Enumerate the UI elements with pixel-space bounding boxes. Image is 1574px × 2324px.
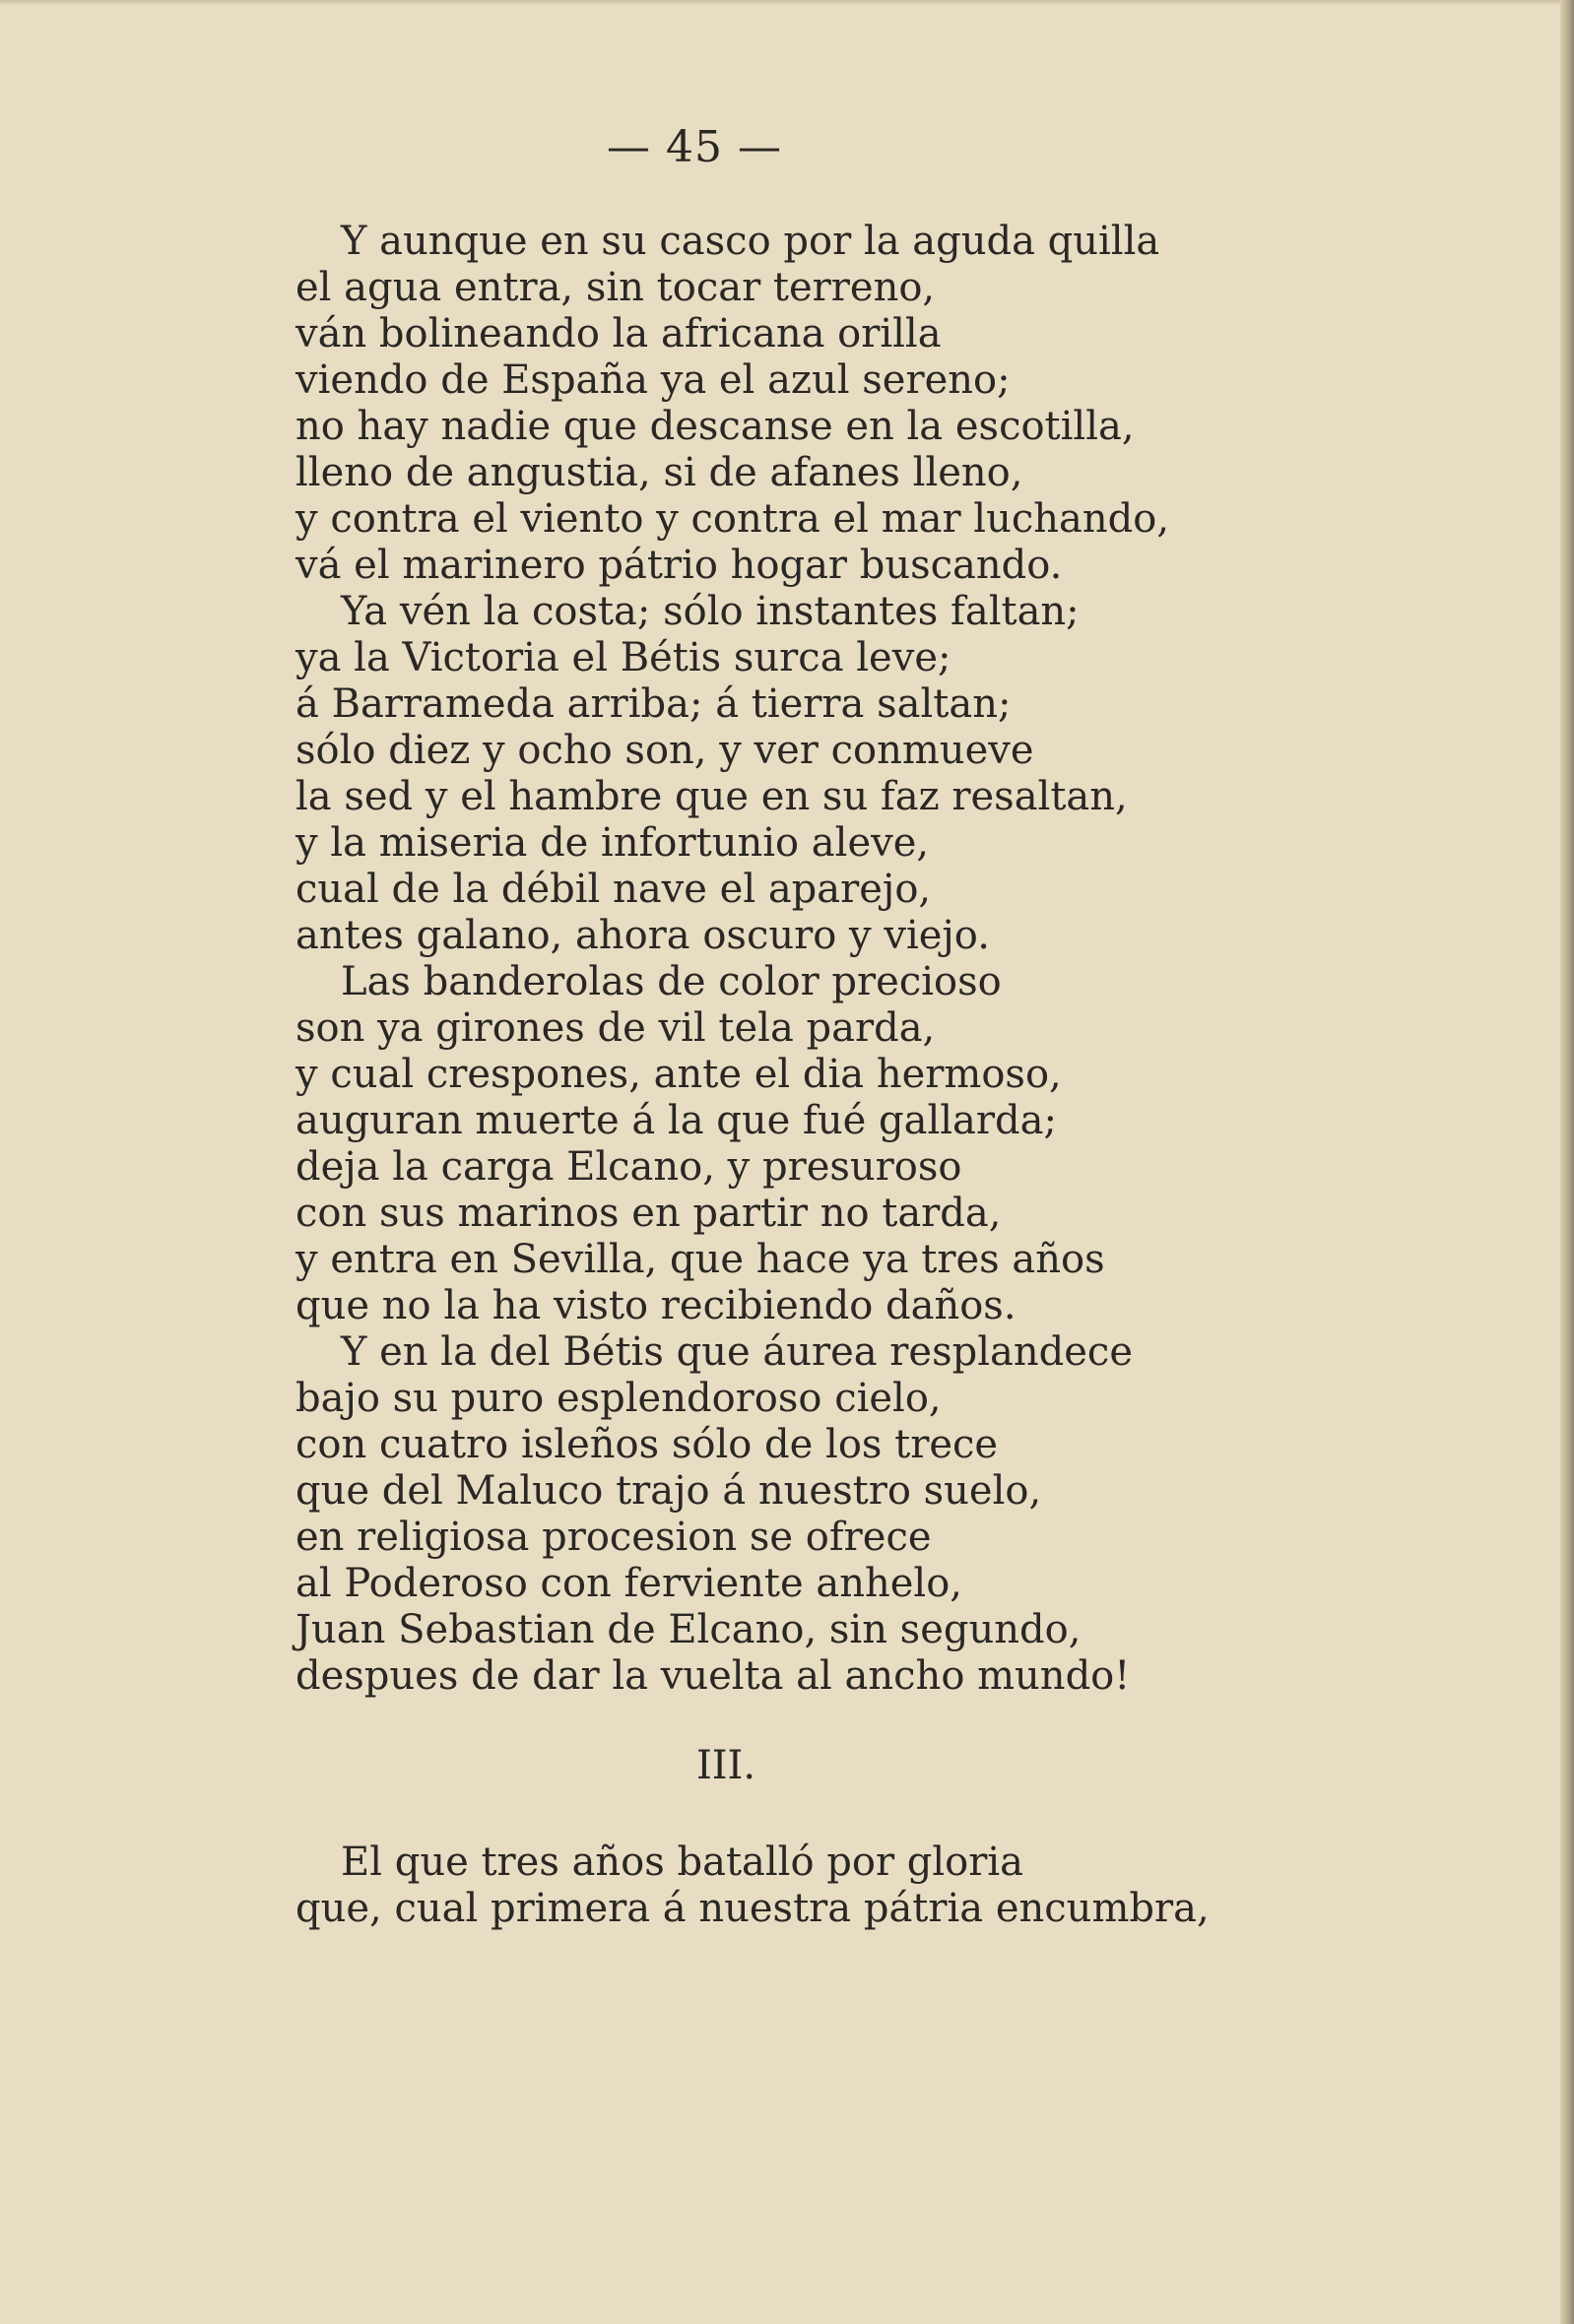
stanza-4	[295, 1329, 1280, 1700]
verse-line: Y en la del Bétis que áurea resplandece	[341, 1329, 1133, 1375]
verse-line: deja la carga Elcano, y presuroso	[295, 1144, 962, 1190]
verse-line: en religiosa procesion se ofrece	[295, 1515, 932, 1560]
verse-line: y entra en Sevilla, que hace ya tres años	[295, 1237, 1105, 1282]
verse-line: cual de la débil nave el aparejo,	[295, 867, 932, 912]
verse-line: despues de dar la vuelta al ancho mundo!	[295, 1653, 1131, 1699]
verse-line: El que tres años batalló por gloria	[341, 1840, 1024, 1885]
verse-line: y cual crespones, ante el dia hermoso,	[295, 1052, 1062, 1097]
verse-line: con cuatro isleños sólo de los trece	[295, 1422, 999, 1467]
verse-line: que no la ha visto recibiendo daños.	[295, 1283, 1017, 1328]
page-right-edge	[1560, 0, 1574, 2324]
verse-line: al Poderoso con ferviente anhelo,	[295, 1561, 963, 1606]
verse-line: Juan Sebastian de Elcano, sin segundo,	[295, 1607, 1082, 1652]
verse-line: sólo diez y ocho son, y ver conmueve	[295, 728, 1034, 773]
stanza-1	[295, 219, 1280, 589]
verse-line: á Barrameda arriba; á tierra saltan;	[295, 681, 1012, 727]
verse-line: la sed y el hambre que en su faz resaltan,	[295, 774, 1128, 819]
verse-line: y la miseria de infortunio aleve,	[295, 820, 930, 866]
verse-line: ya la Victoria el Bétis surca leve;	[295, 635, 951, 680]
stanza-3	[295, 959, 1280, 1329]
verse-line: no hay nadie que descanse en la escotilla,	[295, 404, 1135, 449]
stanza-5	[295, 1840, 1280, 1932]
verse-line: que del Maluco trajo á nuestro suelo,	[295, 1468, 1042, 1514]
verse-line: que, cual primera á nuestra pátria encumbra,	[295, 1886, 1210, 1931]
verse-line: vá el marinero pátrio hogar buscando.	[295, 543, 1063, 588]
verse-line: el agua entra, sin tocar terreno,	[295, 265, 936, 310]
section-heading: III.	[695, 1743, 756, 1788]
verse-line: Las banderolas de color precioso	[341, 959, 1002, 1004]
verse-line: Ya vén la costa; sólo instantes faltan;	[341, 589, 1080, 634]
verse-line: auguran muerte á la que fué gallarda;	[295, 1098, 1057, 1143]
verse-line: Y aunque en su casco por la aguda quilla	[341, 219, 1160, 264]
page-top-edge	[0, 0, 1574, 6]
verse-line: lleno de angustia, si de afanes lleno,	[295, 450, 1023, 495]
verse-line: con sus marinos en partir no tarda,	[295, 1191, 1002, 1236]
verse-line: antes galano, ahora oscuro y viejo.	[295, 913, 990, 958]
verse-line: ván bolineando la africana orilla	[295, 311, 942, 356]
stanza-2	[295, 589, 1280, 959]
page-number: — 45 —	[607, 122, 782, 172]
verse-line: viendo de España ya el azul sereno;	[295, 357, 1011, 403]
verse-line: son ya girones de vil tela parda,	[295, 1005, 936, 1051]
verse-line: y contra el viento y contra el mar luchando,	[295, 496, 1170, 542]
verse-line: bajo su puro esplendoroso cielo,	[295, 1376, 942, 1421]
